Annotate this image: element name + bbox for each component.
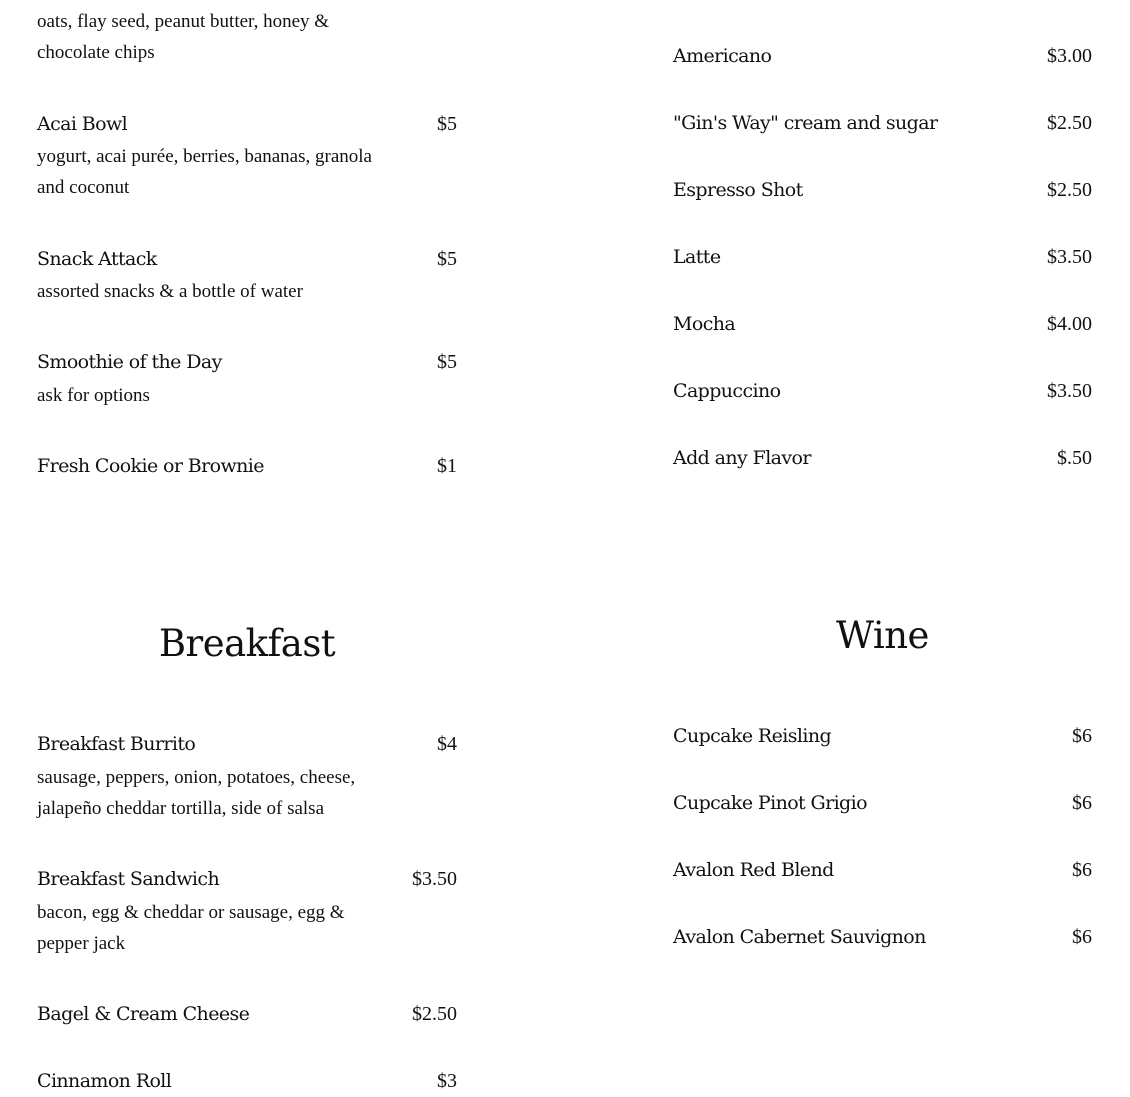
breakfast-section-title: Breakfast bbox=[158, 622, 336, 665]
menu-item-price: $2.50 bbox=[1047, 112, 1092, 134]
menu-item-name: Snack Attack bbox=[37, 248, 157, 270]
menu-item-price: $4.00 bbox=[1047, 313, 1092, 335]
menu-item-name: "Gin's Way" cream and sugar bbox=[673, 112, 938, 134]
menu-item-price: $5 bbox=[437, 113, 457, 135]
menu-item-price: $3.50 bbox=[1047, 380, 1092, 402]
menu-item-price: $3.50 bbox=[412, 868, 457, 890]
menu-item-price: $1 bbox=[437, 455, 457, 477]
menu-item-price: $6 bbox=[1072, 792, 1092, 814]
menu-item-name: Breakfast Sandwich bbox=[37, 868, 220, 890]
menu-item-price: $3.50 bbox=[1047, 246, 1092, 268]
menu-item-price: $5 bbox=[437, 248, 457, 270]
menu-item-name: Bagel & Cream Cheese bbox=[37, 1003, 250, 1025]
menu-item-name: Acai Bowl bbox=[37, 113, 128, 135]
menu-item-name: Mocha bbox=[673, 313, 736, 335]
description-line: pepper jack bbox=[37, 933, 126, 954]
menu-item-name: Cupcake Reisling bbox=[673, 725, 832, 747]
menu-item-name: Cupcake Pinot Grigio bbox=[673, 792, 867, 814]
menu-item-name: Avalon Red Blend bbox=[673, 859, 834, 881]
menu-item-price: $5 bbox=[437, 351, 457, 373]
wine-section-title: Wine bbox=[836, 614, 929, 657]
description-line: chocolate chips bbox=[37, 42, 155, 63]
menu-item-name: Cinnamon Roll bbox=[37, 1070, 172, 1092]
menu-item-price: $6 bbox=[1072, 926, 1092, 948]
menu-item-name: Breakfast Burrito bbox=[37, 733, 196, 755]
menu-item-price: $2.50 bbox=[1047, 179, 1092, 201]
description-line: sausage, peppers, onion, potatoes, cheese, bbox=[37, 767, 356, 788]
menu-item-price: $3 bbox=[437, 1070, 457, 1092]
menu-item-name: Avalon Cabernet Sauvignon bbox=[673, 926, 926, 948]
menu-item-price: $2.50 bbox=[412, 1003, 457, 1025]
menu-item-price: $3.00 bbox=[1047, 45, 1092, 67]
menu-item-name: Fresh Cookie or Brownie bbox=[37, 455, 264, 477]
description-line: oats, flay seed, peanut butter, honey & bbox=[37, 11, 330, 32]
description-line: jalapeño cheddar tortilla, side of salsa bbox=[37, 798, 325, 819]
description-line: yogurt, acai purée, berries, bananas, granola bbox=[37, 146, 372, 167]
menu-item-name: Add any Flavor bbox=[673, 447, 811, 469]
menu-item-name: Espresso Shot bbox=[673, 179, 803, 201]
description-line: bacon, egg & cheddar or sausage, egg & bbox=[37, 902, 345, 923]
description-line: and coconut bbox=[37, 177, 130, 198]
menu-item-price: $.50 bbox=[1057, 447, 1092, 469]
menu-item-name: Latte bbox=[673, 246, 721, 268]
menu-item-price: $4 bbox=[437, 733, 457, 755]
menu-item-name: Americano bbox=[673, 45, 772, 67]
menu-item-description bbox=[37, 276, 303, 307]
menu-item-price: $6 bbox=[1072, 725, 1092, 747]
menu-item-name: Smoothie of the Day bbox=[37, 351, 222, 373]
description-line: assorted snacks & a bottle of water bbox=[37, 281, 303, 302]
menu-item-price: $6 bbox=[1072, 859, 1092, 881]
description-line: ask for options bbox=[37, 385, 150, 406]
menu-item-name: Cappuccino bbox=[673, 380, 781, 402]
